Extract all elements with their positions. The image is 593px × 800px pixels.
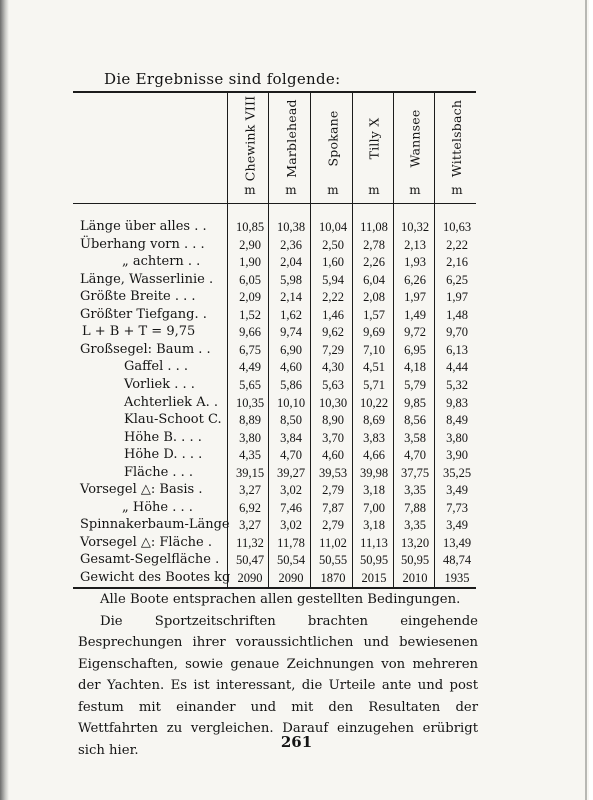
- table-cell: 35,25: [442, 465, 472, 480]
- table-cell: 11,78: [277, 535, 305, 550]
- table-cell: 5,63: [322, 377, 344, 392]
- row-label: Höhe D. . . .: [124, 447, 203, 463]
- table-cell: 3,02: [280, 518, 302, 533]
- table-cell: 11,02: [319, 535, 347, 550]
- column-unit: m: [451, 183, 463, 197]
- row-label: Vorsegel △: Basis .: [80, 482, 203, 498]
- table-cell: 50,47: [235, 553, 265, 568]
- table-cell: 8,89: [239, 413, 261, 428]
- table-cell: 1,52: [239, 307, 261, 322]
- table-cell: 3,80: [446, 430, 468, 445]
- table-cell: 2,16: [446, 255, 468, 270]
- table-cell: 4,60: [322, 448, 344, 463]
- table-cell: 1935: [444, 571, 470, 585]
- table-cell: 6,05: [239, 272, 261, 287]
- table-cell: 8,50: [280, 413, 302, 428]
- table-cell: 5,32: [446, 377, 468, 392]
- table-cell: 1,97: [404, 290, 426, 305]
- table-cell: 2,08: [363, 290, 385, 305]
- table-cell: 8,49: [446, 413, 468, 428]
- table-cell: 9,69: [363, 325, 385, 340]
- table-cell: 2,22: [446, 237, 468, 252]
- column-unit: m: [244, 183, 256, 197]
- table-cell: 2,14: [280, 290, 302, 305]
- column-header-label: Wannsee: [407, 109, 423, 167]
- table-top-rule: [73, 91, 476, 93]
- table-cell: 2,78: [363, 237, 385, 252]
- table-cell: 3,27: [239, 483, 261, 498]
- table-cell: 3,90: [446, 448, 468, 463]
- column-header: [436, 98, 478, 178]
- table-row: [0, 237, 593, 253]
- table-cell: 1,49: [404, 307, 426, 322]
- table-cell: 1,90: [239, 255, 261, 270]
- table-cell: 5,94: [322, 272, 344, 287]
- table-cell: 4,49: [239, 360, 261, 375]
- table-cell: 5,71: [363, 377, 385, 392]
- table-cell: 3,02: [280, 483, 302, 498]
- table-row: [0, 430, 593, 446]
- row-label: Klau-Schoot C.: [124, 412, 222, 428]
- table-cell: 7,88: [404, 500, 426, 515]
- table-cell: 37,75: [400, 465, 430, 480]
- table-row: [0, 412, 593, 428]
- paragraph-1: Alle Boote entsprachen allen gestellten Bedingungen.: [100, 592, 461, 607]
- table-caption: Die Ergebnisse sind folgende:: [104, 70, 341, 88]
- table-cell: 10,10: [276, 395, 306, 410]
- table-cell: 10,35: [235, 395, 265, 410]
- table-row: [0, 500, 593, 516]
- table-cell: 5,65: [239, 377, 261, 392]
- row-label: Länge, Wasserlinie .: [80, 271, 214, 287]
- table-cell: 10,04: [318, 220, 348, 234]
- column-header: [270, 98, 312, 178]
- table-row: [0, 570, 593, 586]
- table-cell: 2090: [278, 571, 304, 585]
- column-unit: m: [409, 183, 421, 197]
- table-cell: 3,49: [446, 483, 468, 498]
- table-cell: 5,79: [404, 377, 426, 392]
- page-number: 261: [280, 733, 313, 751]
- table-cell: 8,90: [322, 413, 344, 428]
- table-cell: 9,72: [404, 325, 426, 340]
- table-cell: 11,08: [360, 220, 388, 234]
- table-cell: 5,86: [280, 377, 302, 392]
- row-label: Größte Breite . . .: [80, 289, 196, 305]
- table-cell: 10,22: [359, 395, 389, 410]
- column-header-label: Marblehead: [283, 98, 299, 178]
- table-cell: 2010: [402, 571, 428, 585]
- row-label: Achterliek A. .: [124, 394, 218, 410]
- table-cell: 7,46: [280, 500, 302, 515]
- table-cell: 6,75: [239, 342, 261, 357]
- table-cell: 9,70: [446, 325, 468, 340]
- table-row: [0, 465, 593, 481]
- table-cell: 9,74: [280, 325, 302, 340]
- column-header-label: Chewink VIII: [242, 95, 258, 181]
- table-cell: 6,95: [404, 342, 426, 357]
- table-cell: 3,49: [446, 518, 468, 533]
- row-label: Gesamt-Segelfläche .: [80, 552, 220, 568]
- table-cell: 1,97: [446, 290, 468, 305]
- table-row: [0, 254, 593, 270]
- table-cell: 3,18: [363, 518, 385, 533]
- table-cell: 10,85: [235, 220, 265, 234]
- table-cell: 48,74: [442, 553, 472, 568]
- table-cell: 3,35: [404, 518, 426, 533]
- table-cell: 10,38: [276, 220, 306, 234]
- table-cell: 1,46: [322, 307, 344, 322]
- table-cell: 4,70: [280, 448, 302, 463]
- table-row: [0, 219, 593, 235]
- table-cell: 1870: [320, 571, 346, 585]
- table-cell: 6,25: [446, 272, 468, 287]
- table-row: [0, 377, 593, 393]
- table-cell: 1,48: [446, 307, 468, 322]
- row-label: Gaffel . . .: [124, 359, 189, 375]
- table-cell: 50,95: [359, 553, 389, 568]
- table-cell: 50,55: [318, 553, 348, 568]
- table-cell: 13,49: [442, 535, 472, 550]
- table-cell: 2,50: [322, 237, 344, 252]
- row-label: Gewicht des Bootes kg: [80, 570, 231, 585]
- table-cell: 4,60: [280, 360, 302, 375]
- row-label: Spinnakerbaum-Länge: [80, 517, 230, 533]
- table-row: [0, 342, 593, 358]
- table-cell: 3,27: [239, 518, 261, 533]
- table-cell: 4,35: [239, 448, 261, 463]
- column-header: [353, 98, 395, 178]
- table-cell: 13,20: [400, 535, 430, 550]
- table-cell: 2,26: [363, 255, 385, 270]
- table-cell: 39,27: [276, 465, 306, 480]
- table-cell: 4,44: [446, 360, 468, 375]
- table-row: [0, 359, 593, 375]
- table-cell: 4,51: [363, 360, 385, 375]
- table-row: [0, 535, 593, 551]
- row-label: „ achtern . .: [122, 254, 201, 270]
- table-row: [0, 307, 593, 323]
- row-label: Höhe B. . . .: [124, 429, 202, 445]
- table-cell: 9,83: [446, 395, 468, 410]
- table-cell: 7,29: [322, 342, 344, 357]
- table-cell: 3,18: [363, 483, 385, 498]
- table-cell: 50,54: [276, 553, 306, 568]
- table-cell: 6,90: [280, 342, 302, 357]
- table-cell: 10,63: [442, 220, 472, 234]
- table-cell: 2,22: [322, 290, 344, 305]
- table-cell: 6,04: [363, 272, 385, 287]
- table-cell: 39,53: [318, 465, 348, 480]
- column-header-label: Spokane: [325, 110, 341, 166]
- table-cell: 50,95: [400, 553, 430, 568]
- paragraph-2: Die Sportzeitschriften brachten eingehende Besprechungen ihrer voraussichtlichen und bewiesenen Eigenschaften, sowie genaue Zeichnungen von mehreren der Yachten. Es ist interessant, die Urteile ante und post festum mit einander und mit den Resultaten der Wettfahrten zu vergleichen. Darauf einzugehen erübrigt sich hier.: [78, 613, 478, 758]
- table-cell: 2,90: [239, 237, 261, 252]
- table-cell: 8,56: [404, 413, 426, 428]
- row-label: Überhang vorn . . .: [80, 236, 205, 252]
- column-unit: m: [327, 183, 339, 197]
- table-cell: 2,04: [280, 255, 302, 270]
- table-row: [0, 517, 593, 533]
- table-cell: 6,26: [404, 272, 426, 287]
- table-header-rule: [73, 203, 476, 204]
- table-cell: 3,70: [322, 430, 344, 445]
- table-cell: 1,62: [280, 307, 302, 322]
- table-cell: 6,92: [239, 500, 261, 515]
- table-cell: 8,69: [363, 413, 385, 428]
- table-row: [0, 395, 593, 411]
- table-cell: 10,32: [400, 220, 430, 234]
- row-label: Länge über alles . .: [80, 219, 207, 234]
- table-cell: 4,18: [404, 360, 426, 375]
- table-cell: 39,98: [359, 465, 389, 480]
- table-cell: 2,09: [239, 290, 261, 305]
- table-cell: 3,84: [280, 430, 302, 445]
- table-cell: 2,79: [322, 518, 344, 533]
- column-header: [394, 98, 436, 178]
- table-cell: 3,58: [404, 430, 426, 445]
- column-header: [229, 95, 271, 181]
- table-row: [0, 324, 593, 340]
- table-cell: 3,83: [363, 430, 385, 445]
- table-cell: 5,98: [280, 272, 302, 287]
- table-cell: 7,87: [322, 500, 344, 515]
- row-label: Großsegel: Baum . .: [80, 341, 211, 357]
- table-cell: 3,80: [239, 430, 261, 445]
- table-cell: 7,00: [363, 500, 385, 515]
- column-unit: m: [368, 183, 380, 197]
- column-header-label: Wittelsbach: [449, 99, 465, 177]
- table-cell: 1,93: [404, 255, 426, 270]
- table-cell: 4,30: [322, 360, 344, 375]
- table-cell: 2,79: [322, 483, 344, 498]
- table-cell: 11,32: [236, 535, 264, 550]
- table-cell: 9,66: [239, 325, 261, 340]
- table-row: [0, 552, 593, 568]
- table-row: [0, 447, 593, 463]
- table-cell: 6,13: [446, 342, 468, 357]
- table-cell: 9,85: [404, 395, 426, 410]
- column-header: [312, 98, 354, 178]
- table-cell: 1,60: [322, 255, 344, 270]
- table-row: [0, 272, 593, 288]
- table-cell: 10,30: [318, 395, 348, 410]
- table-cell: 2,36: [280, 237, 302, 252]
- table-cell: 39,15: [235, 465, 265, 480]
- table-cell: 7,73: [446, 500, 468, 515]
- table-cell: 2090: [237, 571, 263, 585]
- row-label: Größter Tiefgang. .: [80, 306, 207, 322]
- row-label: L + B + T = 9,75: [82, 324, 196, 340]
- column-header-label: Tilly X: [366, 117, 382, 159]
- table-cell: 2015: [361, 571, 387, 585]
- table-cell: 9,62: [322, 325, 344, 340]
- row-label: „ Höhe . . .: [122, 499, 193, 515]
- table-cell: 11,13: [360, 535, 388, 550]
- table-cell: 1,57: [363, 307, 385, 322]
- table-row: [0, 482, 593, 498]
- table-row: [0, 289, 593, 305]
- row-label: Fläche . . .: [124, 464, 194, 480]
- row-label: Vorliek . . .: [124, 376, 195, 392]
- table-cell: 2,13: [404, 237, 426, 252]
- table-cell: 7,10: [363, 342, 385, 357]
- row-label: Vorsegel △: Fläche .: [80, 534, 212, 550]
- table-cell: 4,66: [363, 448, 385, 463]
- table-cell: 3,35: [404, 483, 426, 498]
- column-unit: m: [285, 183, 297, 197]
- table-cell: 4,70: [404, 448, 426, 463]
